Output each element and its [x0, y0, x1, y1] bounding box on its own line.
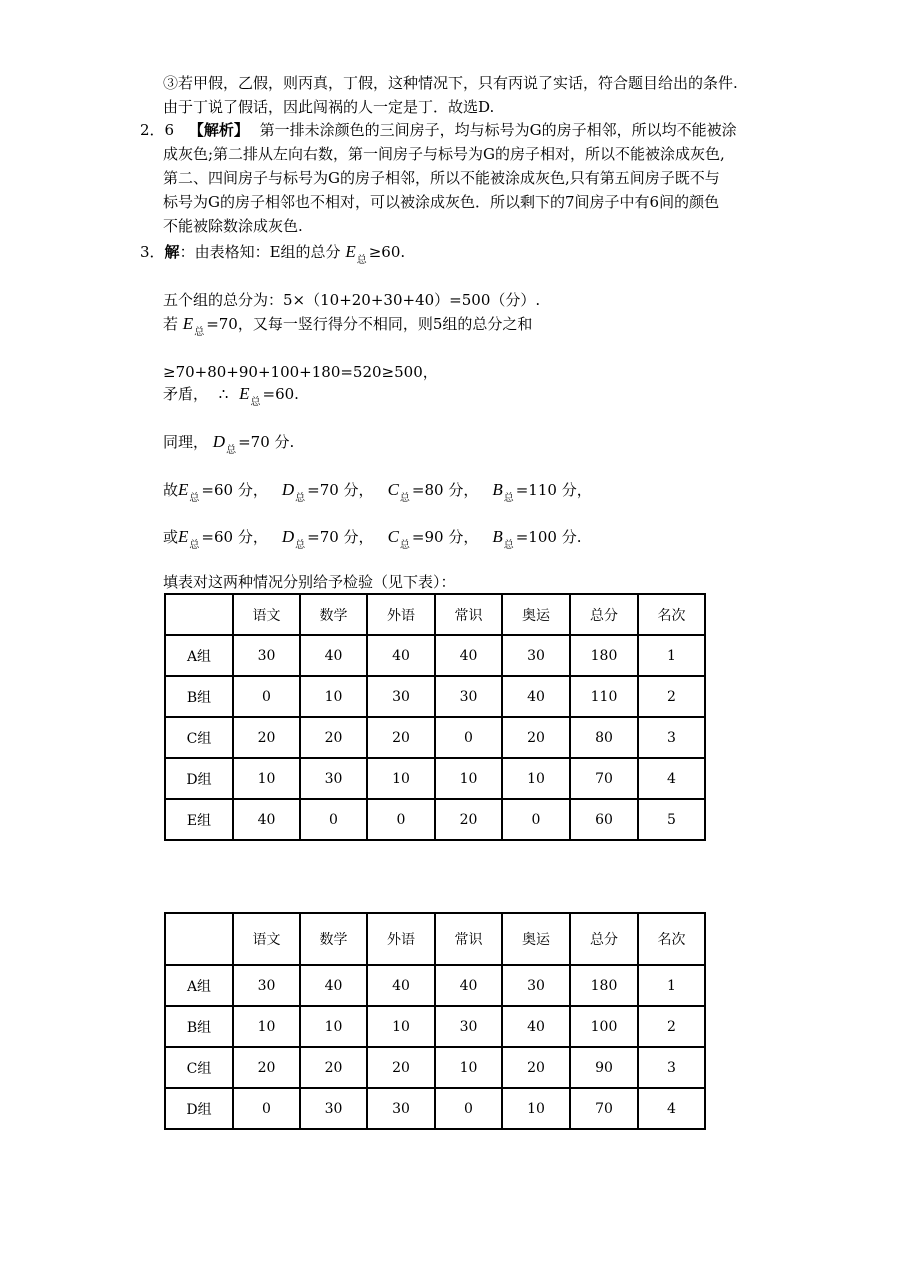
table-cell: 30	[435, 676, 502, 717]
table-cell: 30	[367, 1088, 435, 1129]
table-cell: 20	[367, 717, 435, 758]
table-cell: 0	[233, 676, 300, 717]
table-cell: 10	[300, 676, 367, 717]
table-cell: 180	[570, 965, 638, 1006]
table-cell: 70	[570, 758, 638, 799]
table-row	[165, 1088, 705, 1129]
table-cell: 90	[570, 1047, 638, 1088]
table-cell: 0	[233, 1088, 300, 1129]
table-cell: 80	[570, 717, 638, 758]
table-cell: 2	[638, 1006, 705, 1047]
table-cell: 40	[233, 799, 300, 840]
header-cell: 语文	[233, 913, 300, 965]
table-cell: 60	[570, 799, 638, 840]
solution1-line1: ③若甲假，乙假，则丙真，丁假，这种情况下，只有丙说了实话，符合题目给出的条件.	[163, 74, 738, 92]
table-cell: 10	[435, 758, 502, 799]
table-cell: 40	[300, 635, 367, 676]
table-cell: 40	[300, 965, 367, 1006]
table-cell: C组	[165, 1047, 233, 1088]
table-cell: 20	[367, 1047, 435, 1088]
solution3-inequality: ≥70+80+90+100+180=520≥500，	[163, 363, 438, 381]
table-row	[165, 676, 705, 717]
solution3-number: 3．	[140, 243, 165, 261]
table-cell: 20	[435, 799, 502, 840]
table-cell: D组	[165, 758, 233, 799]
table-cell: C组	[165, 717, 233, 758]
solution2-line4: 标号为G的房子相邻也不相对，可以被涂成灰色．所以剩下的7间房子中有6间的颜色	[163, 193, 720, 211]
table-row	[165, 799, 705, 840]
table-cell: 10	[502, 758, 570, 799]
table-cell: 20	[502, 1047, 570, 1088]
table-cell: 10	[233, 1006, 300, 1047]
table-cell: 10	[367, 1006, 435, 1047]
table-cell: 10	[300, 1006, 367, 1047]
table-cell: 1	[638, 635, 705, 676]
table-header-row	[165, 594, 705, 635]
table-cell: 4	[638, 758, 705, 799]
header-cell: 外语	[367, 913, 435, 965]
header-cell	[165, 594, 233, 635]
header-cell: 总分	[570, 913, 638, 965]
table-cell: E组	[165, 799, 233, 840]
table-cell: 30	[300, 758, 367, 799]
table-cell: 20	[300, 717, 367, 758]
solution2-line1: 2．6 【解析】 第一排未涂颜色的三间房子，均与标号为G的房子相邻，所以均不能被涂	[140, 121, 737, 139]
table-cell: D组	[165, 1088, 233, 1129]
solution1-line2: 由于丁说了假话，因此闯祸的人一定是丁．故选D.	[163, 98, 495, 116]
table-cell: 40	[435, 965, 502, 1006]
table-cell: 40	[502, 676, 570, 717]
table-cell: 20	[233, 717, 300, 758]
table-row	[165, 1006, 705, 1047]
solution3-case1: 故$E_总 =60$ 分， $D_总 =70$ 分， $C_总 =80$ 分， $B_总 =110$ 分，	[163, 480, 592, 504]
table-cell: 1	[638, 965, 705, 1006]
table-cell: 40	[502, 1006, 570, 1047]
table-cell: 40	[367, 635, 435, 676]
header-cell: 外语	[367, 594, 435, 635]
table-cell: 30	[367, 676, 435, 717]
table-cell: 10	[233, 758, 300, 799]
solution3-label: 解	[164, 243, 180, 261]
solution2-tag: 【解析】	[188, 121, 249, 139]
table-cell: 10	[502, 1088, 570, 1129]
header-cell: 奥运	[502, 594, 570, 635]
table-cell: 40	[367, 965, 435, 1006]
table-cell: 20	[233, 1047, 300, 1088]
table-cell: 30	[502, 965, 570, 1006]
solution2-answer: 6	[164, 121, 175, 139]
table-cell: 10	[435, 1047, 502, 1088]
solution3-table-intro: 填表对这两种情况分别给予检验（见下表）：	[163, 573, 456, 591]
table-cell: 0	[300, 799, 367, 840]
table-cell: 5	[638, 799, 705, 840]
solution3-total-line: 五个组的总分为：5×（10+20+30+40）=500（分）.	[163, 291, 541, 309]
table-cell: 30	[233, 965, 300, 1006]
solution3-same: 同理， $D_总 =70$ 分.	[163, 432, 295, 456]
solution3-intro: 3．解：由表格知：E组的总分 $E_总 \ge 60$.	[140, 242, 406, 266]
table-cell: 30	[502, 635, 570, 676]
table-cell: 40	[435, 635, 502, 676]
score-table-2	[164, 912, 706, 1130]
table-cell: A组	[165, 965, 233, 1006]
table-cell: 3	[638, 1047, 705, 1088]
solution3-contradiction: 矛盾， ∴ $E_总 =60$.	[163, 384, 299, 408]
table-cell: 70	[570, 1088, 638, 1129]
header-cell: 数学	[300, 594, 367, 635]
header-cell: 语文	[233, 594, 300, 635]
table-cell: 10	[367, 758, 435, 799]
table-cell: 30	[233, 635, 300, 676]
header-cell: 奥运	[502, 913, 570, 965]
header-cell: 名次	[638, 594, 705, 635]
table-cell: 0	[435, 1088, 502, 1129]
header-cell: 常识	[435, 913, 502, 965]
solution2-line2: 成灰色;第二排从左向右数，第一间房子与标号为G的房子相对，所以不能被涂成灰色,	[163, 145, 725, 163]
table-cell: 0	[367, 799, 435, 840]
table-row	[165, 1047, 705, 1088]
table-cell: B组	[165, 676, 233, 717]
header-cell: 名次	[638, 913, 705, 965]
table-cell: 0	[435, 717, 502, 758]
table-row	[165, 758, 705, 799]
score-table-1	[164, 593, 706, 841]
table-cell: 110	[570, 676, 638, 717]
solution2-line5: 不能被除数涂成灰色.	[163, 217, 303, 235]
header-cell: 常识	[435, 594, 502, 635]
header-cell: 数学	[300, 913, 367, 965]
table-cell: 4	[638, 1088, 705, 1129]
table-row	[165, 965, 705, 1006]
header-cell	[165, 913, 233, 965]
solution3-if-line: 若 $E_总 =70$，又每一竖行得分不相同，则5组的总分之和	[163, 314, 533, 338]
table-cell: 30	[300, 1088, 367, 1129]
solution2-number: 2．	[140, 121, 165, 139]
table-cell: B组	[165, 1006, 233, 1047]
table-header-row	[165, 913, 705, 965]
table-row	[165, 635, 705, 676]
table-cell: 2	[638, 676, 705, 717]
solution2-line3: 第二、四间房子与标号为G的房子相邻，所以不能被涂成灰色,只有第五间房子既不与	[163, 169, 720, 187]
table-cell: 100	[570, 1006, 638, 1047]
table-cell: 20	[300, 1047, 367, 1088]
solution3-case2: 或$E_总 =60$ 分， $D_总 =70$ 分， $C_总 =90$ 分， $B_总 =100$ 分.	[163, 527, 582, 551]
table-row	[165, 717, 705, 758]
table-cell: 0	[502, 799, 570, 840]
table-cell: 20	[502, 717, 570, 758]
table-cell: A组	[165, 635, 233, 676]
table-cell: 3	[638, 717, 705, 758]
table-cell: 180	[570, 635, 638, 676]
table-cell: 30	[435, 1006, 502, 1047]
header-cell: 总分	[570, 594, 638, 635]
